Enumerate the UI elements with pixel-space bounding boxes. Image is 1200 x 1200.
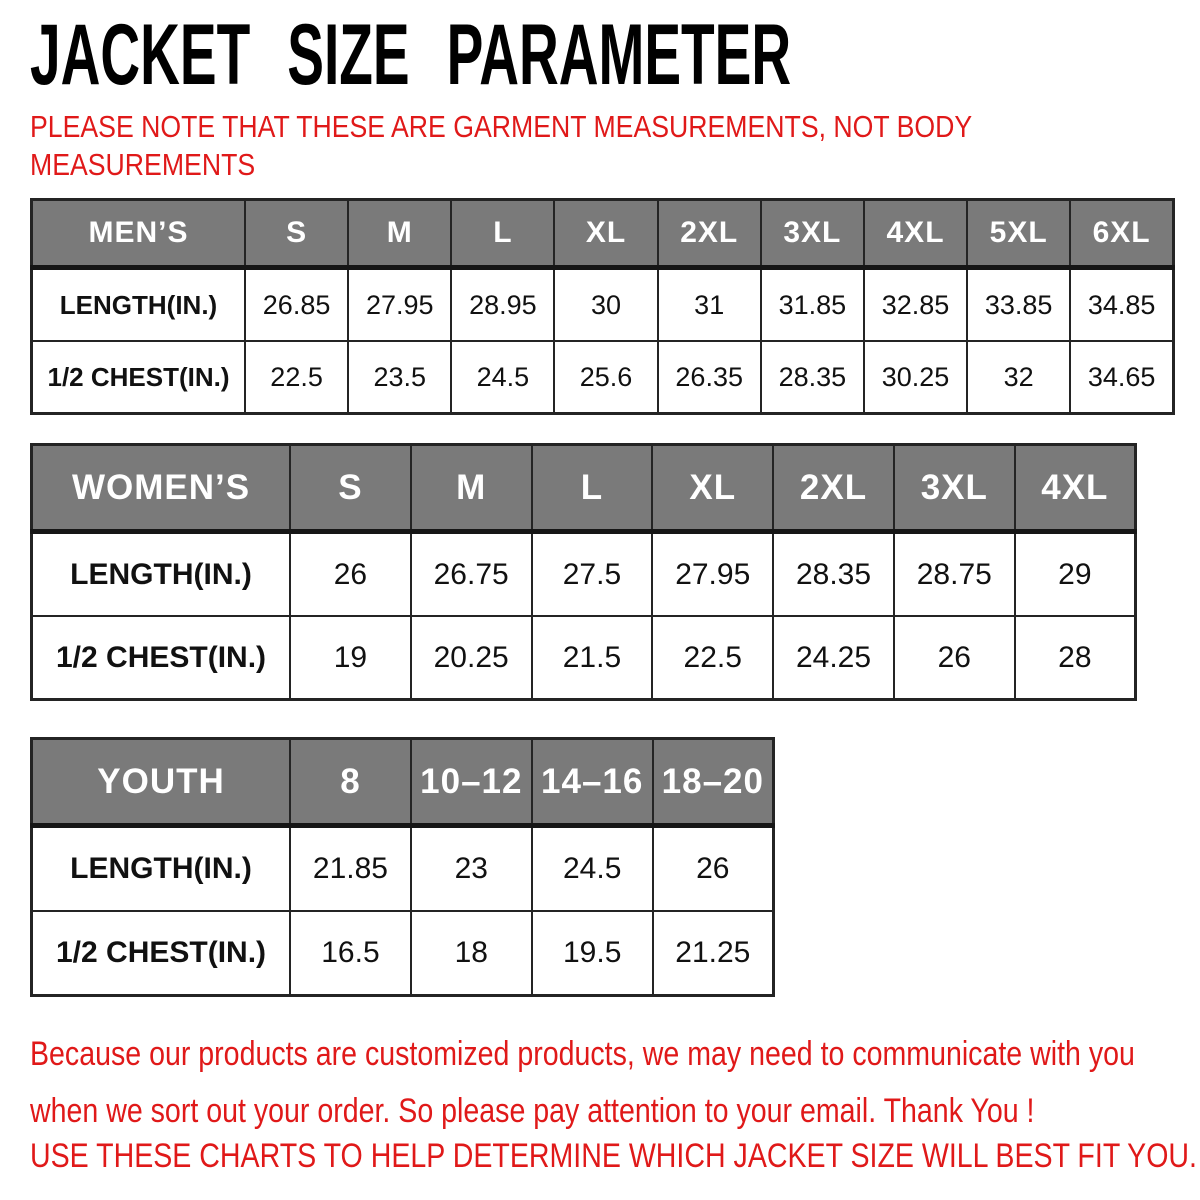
page-title: JACKET SIZE PARAMETER	[30, 7, 792, 103]
measurement-value-cell: 27.5	[532, 532, 653, 617]
measurement-value-cell: 34.85	[1070, 268, 1173, 342]
size-column-header: 8	[290, 739, 411, 826]
size-column-header: 3XL	[761, 200, 864, 268]
size-column-header: 14–16	[532, 739, 653, 826]
measurement-value-cell: 26.35	[658, 341, 761, 414]
measurement-value-cell: 18	[411, 911, 532, 996]
measurement-value-cell: 34.65	[1070, 341, 1173, 414]
fit-guidance-text: USE THESE CHARTS TO HELP DETERMINE WHICH JACKET SIZE WILL BEST FIT YOU.	[30, 1137, 1197, 1175]
size-column-header: 18–20	[653, 739, 774, 826]
measurement-value-cell: 19	[290, 616, 411, 700]
category-header-cell: MEN’S	[32, 200, 246, 268]
measurement-value-cell: 33.85	[967, 268, 1070, 342]
measurement-value-cell: 23.5	[348, 341, 451, 414]
row-label-cell: 1/2 CHEST(IN.)	[32, 341, 246, 414]
measurement-value-cell: 30.25	[864, 341, 967, 414]
table-row	[32, 826, 774, 912]
text-line: PLEASE NOTE THAT THESE ARE GARMENT MEASUREMENTS, NOT BODY	[30, 109, 973, 144]
measurement-value-cell: 22.5	[652, 616, 773, 700]
size-column-header: M	[411, 445, 532, 532]
measurement-value-cell: 24.5	[451, 341, 554, 414]
size-column-header: S	[245, 200, 348, 268]
row-label-cell: LENGTH(IN.)	[32, 826, 291, 912]
measurement-value-cell: 28.35	[773, 532, 894, 617]
table-row	[32, 616, 1136, 700]
size-column-header: XL	[554, 200, 657, 268]
table-row	[32, 268, 1174, 342]
measurement-value-cell: 27.95	[348, 268, 451, 342]
measurement-value-cell: 19.5	[532, 911, 653, 996]
womens-size-table	[30, 443, 1137, 701]
garment-measurement-note	[30, 108, 972, 184]
size-column-header: L	[451, 200, 554, 268]
table-row	[32, 532, 1136, 617]
measurement-value-cell: 23	[411, 826, 532, 912]
measurement-value-cell: 28	[1015, 616, 1136, 700]
size-column-header: 2XL	[658, 200, 761, 268]
text-line: when we sort out your order. So please pay attention to your email. Thank You !	[30, 1092, 1035, 1130]
measurement-value-cell: 28.35	[761, 341, 864, 414]
row-label-cell: 1/2 CHEST(IN.)	[32, 616, 291, 700]
size-column-header: 3XL	[894, 445, 1015, 532]
measurement-value-cell: 32	[967, 341, 1070, 414]
size-column-header: 6XL	[1070, 200, 1173, 268]
size-column-header: S	[290, 445, 411, 532]
womens-size-table-section	[30, 443, 1137, 701]
measurement-value-cell: 26	[653, 826, 774, 912]
measurement-value-cell: 21.85	[290, 826, 411, 912]
measurement-value-cell: 28.95	[451, 268, 554, 342]
table-header-row	[32, 200, 1174, 268]
measurement-value-cell: 31.85	[761, 268, 864, 342]
size-column-header: 5XL	[967, 200, 1070, 268]
youth-size-table-section	[30, 737, 775, 997]
size-column-header: 4XL	[1015, 445, 1136, 532]
measurement-value-cell: 32.85	[864, 268, 967, 342]
youth-size-table	[30, 737, 775, 997]
row-label-cell: LENGTH(IN.)	[32, 268, 246, 342]
measurement-value-cell: 24.25	[773, 616, 894, 700]
mens-size-table-section	[30, 198, 1175, 415]
size-column-header: XL	[652, 445, 773, 532]
table-header-row	[32, 739, 774, 826]
row-label-cell: LENGTH(IN.)	[32, 532, 291, 617]
size-column-header: L	[532, 445, 653, 532]
size-column-header: M	[348, 200, 451, 268]
measurement-value-cell: 26.75	[411, 532, 532, 617]
measurement-value-cell: 29	[1015, 532, 1136, 617]
measurement-value-cell: 30	[554, 268, 657, 342]
measurement-value-cell: 25.6	[554, 341, 657, 414]
size-column-header: 4XL	[864, 200, 967, 268]
table-row	[32, 341, 1174, 414]
table-row	[32, 911, 774, 996]
category-header-cell: YOUTH	[32, 739, 291, 826]
customization-notice	[30, 1026, 1135, 1140]
measurement-value-cell: 22.5	[245, 341, 348, 414]
measurement-value-cell: 24.5	[532, 826, 653, 912]
text-line: Because our products are customized products, we may need to communicate with you	[30, 1035, 1135, 1073]
measurement-value-cell: 21.25	[653, 911, 774, 996]
category-header-cell: WOMEN’S	[32, 445, 291, 532]
size-column-header: 10–12	[411, 739, 532, 826]
measurement-value-cell: 16.5	[290, 911, 411, 996]
measurement-value-cell: 27.95	[652, 532, 773, 617]
measurement-value-cell: 26.85	[245, 268, 348, 342]
text-line: MEASUREMENTS	[30, 147, 256, 182]
measurement-value-cell: 31	[658, 268, 761, 342]
size-column-header: 2XL	[773, 445, 894, 532]
measurement-value-cell: 20.25	[411, 616, 532, 700]
measurement-value-cell: 21.5	[532, 616, 653, 700]
measurement-value-cell: 28.75	[894, 532, 1015, 617]
measurement-value-cell: 26	[290, 532, 411, 617]
table-header-row	[32, 445, 1136, 532]
mens-size-table	[30, 198, 1175, 415]
measurement-value-cell: 26	[894, 616, 1015, 700]
row-label-cell: 1/2 CHEST(IN.)	[32, 911, 291, 996]
